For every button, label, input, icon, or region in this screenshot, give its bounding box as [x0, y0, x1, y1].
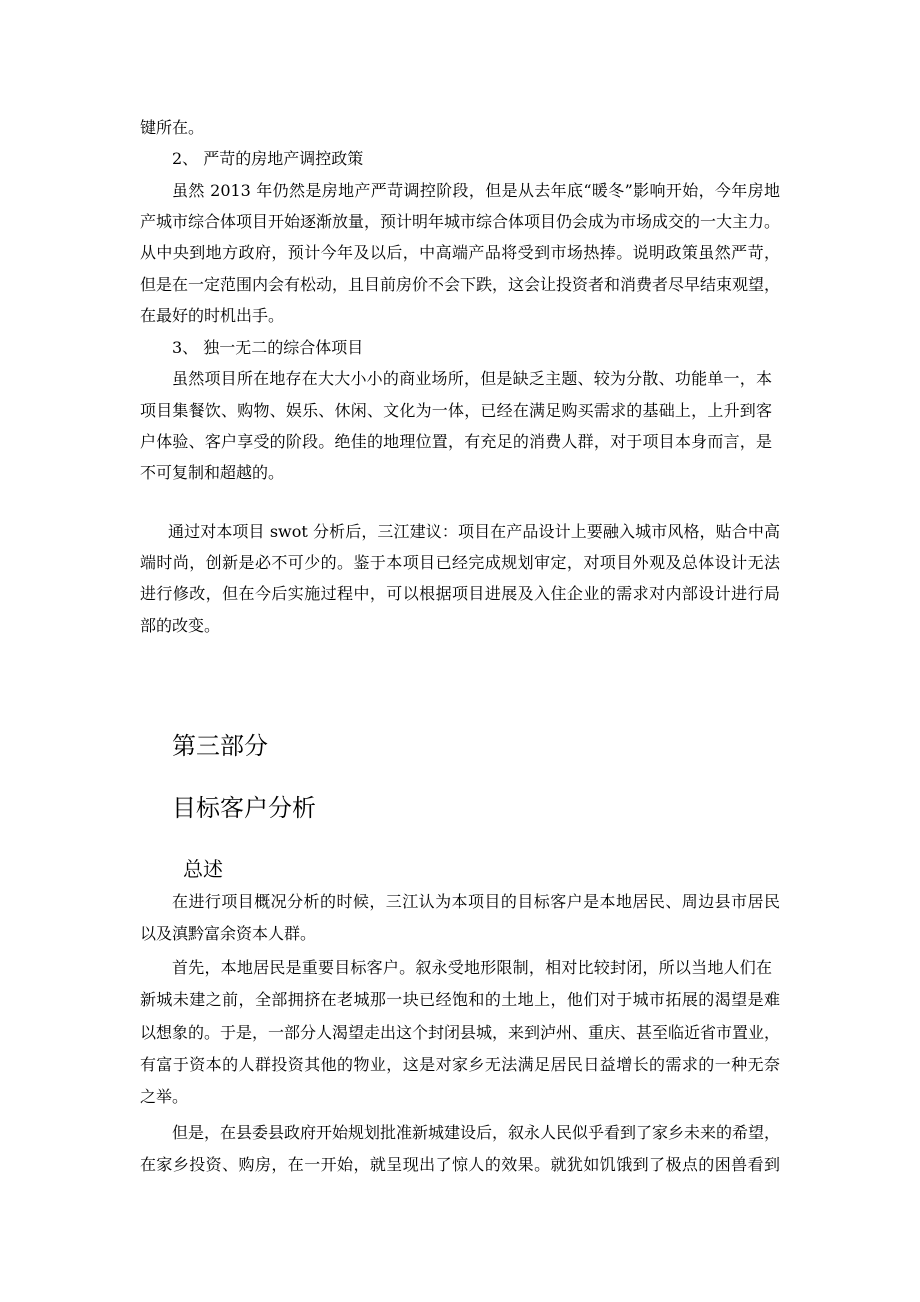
paragraph-line: 部的改变。: [140, 616, 221, 635]
paragraph-line: 项目集餐饮、购物、娱乐、休闲、文化为一体，已经在满足购买需求的基础上，上升到客: [140, 401, 772, 420]
paragraph-line: 新城未建之前，全部拥挤在老城那一块已经饱和的土地上，他们对于城市拓展的渴望是难: [140, 990, 780, 1009]
paragraph-line: 以及滇黔富余资本人群。: [140, 924, 317, 943]
paragraph-line: 键所在。: [140, 118, 205, 137]
paragraph-line: 虽然项目所在地存在大大小小的商业场所，但是缺乏主题、较为分散、功能单一，本: [172, 369, 772, 388]
numbered-heading: 3、 独一无二的综合体项目: [172, 338, 364, 357]
paragraph-line: 通过对本项目 swot 分析后，三江建议：项目在产品设计上要融入城市风格，贴合中高: [168, 522, 780, 541]
part-title: 第三部分: [172, 732, 268, 760]
overview-heading: 总述: [183, 857, 223, 881]
paragraph-line: 但是在一定范围内会有松动，且目前房价不会下跌，这会让投资者和消费者尽早结束观望，: [140, 275, 781, 294]
paragraph-line: 有富于资本的人群投资其他的物业，这是对家乡无法满足居民日益增长的需求的一种无奈: [140, 1055, 780, 1074]
paragraph-line: 但是，在县委县政府开始规划批准新城建设后，叙永人民似乎看到了家乡未来的希望，: [172, 1123, 781, 1142]
paragraph-line: 产城市综合体项目开始逐渐放量，预计明年城市综合体项目仍会成为市场成交的一大主力。: [140, 212, 781, 231]
paragraph-line: 户体验、客户享受的阶段。绝佳的地理位置，有充足的消费人群，对于项目本身而言，是: [140, 432, 772, 451]
paragraph-line: 在进行项目概况分析的时候，三江认为本项目的目标客户是本地居民、周边县市居民: [172, 892, 780, 911]
paragraph-line: 不可复制和超越的。: [140, 463, 285, 482]
paragraph-line: 从中央到地方政府，预计今年及以后，中高端产品将受到市场热捧。说明政策虽然严苛，: [140, 243, 780, 262]
paragraph-line: 在最好的时机出手。: [140, 306, 285, 325]
paragraph-line: 虽然 2013 年仍然是房地产严苛调控阶段，但是从去年底“暖冬”影响开始，今年房地: [172, 181, 780, 200]
paragraph-line: 之举。: [140, 1087, 189, 1106]
paragraph-line: 首先，本地居民是重要目标客户。叙永受地形限制，相对比较封闭，所以当地人们在: [172, 958, 772, 977]
paragraph-line: 进行修改，但在今后实施过程中，可以根据项目进展及入住企业的需求对内部设计进行局: [140, 584, 780, 603]
paragraph-line: 以想象的。于是，一部分人渴望走出这个封闭县城，来到泸州、重庆、甚至临近省市置业，: [140, 1023, 781, 1042]
paragraph-line: 端时尚，创新是必不可少的。鉴于本项目已经完成规划审定，对项目外观及总体设计无法: [140, 553, 780, 572]
part-subtitle: 目标客户分析: [172, 794, 316, 822]
paragraph-line: 在家乡投资、购房，在一开始，就呈现出了惊人的效果。就犹如饥饿到了极点的困兽看到: [140, 1155, 780, 1174]
numbered-heading: 2、 严苛的房地产调控政策: [172, 149, 364, 168]
